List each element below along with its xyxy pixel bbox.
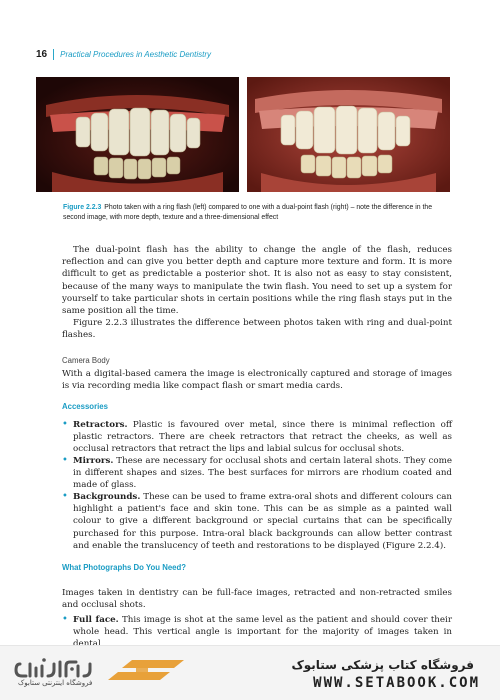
dual-point-flash-teeth-photo [247,77,450,192]
text-retractors: Plastic is favoured over metal, since there is minimal reflection off plastic retractors. There are cheek retractors that retract the cheeks, as well as occlusal retractors that retract the lips and labial sulcus for occlusal shots. [73,420,452,455]
term-backgrounds: Backgrounds. [73,492,141,502]
list-item-backgrounds [62,491,452,552]
ring-flash-teeth-photo [36,77,239,192]
list-item-full-face [62,614,452,640]
setabook-logo-icon[interactable] [14,656,190,696]
heading-accessories: Accessories [62,402,108,411]
term-full-face: Full face. [73,615,119,625]
running-header [36,47,211,61]
figure-caption [63,203,443,222]
paragraph-figure-reference: Figure 2.2.3 illustrates the difference between photos taken with ring and dual-point flashes. [62,318,452,341]
paragraph-camera-body: With a digital-based camera the image is electronically captured and storage of images is via recording media like compact flash or smart media cards. [62,369,452,392]
term-retractors: Retractors. [73,420,128,430]
page-number: 16 [36,48,48,60]
figure-label: Figure 2.2.3 [63,204,102,211]
store-banner[interactable] [0,645,500,700]
figure-caption-text: Photo taken with a ring flash (left) compared to one with a dual-point flash (right) – note the difference in the second image, with more depth, texture and a three-dimensional effect [63,204,433,221]
bullet-icon: • [62,419,68,430]
list-item-retractors [62,419,452,456]
heading-camera-body: Camera Body [62,356,110,365]
heading-what-photographs: What Photographs Do You Need? [62,563,187,572]
logo-caption: فروشگاه اینترنتی ستابوک [18,679,93,687]
paragraph-image-types: Images taken in dentistry can be full-face images, retracted and non-retracted smiles and occlusal shots. [62,588,452,611]
bullet-icon: • [62,614,68,625]
bullet-icon: • [62,491,68,502]
paragraph-dual-point-flash: The dual-point flash has the ability to change the angle of the flash, reduces reflection and can give you better depth and capture more texture and form. It is more difficult to get as predictable a posterior shot. It is also not as easy to stay consistent, because of the many ways to manipulate the twin flash. You need to set up a system for yourself to take particular shots in certain positions while the ring flash stays put in the same position all the time. [62,245,452,317]
bullet-icon: • [62,455,68,466]
header-divider [53,49,54,60]
list-item-mirrors [62,455,452,492]
text-mirrors: These are necessary for occlusal shots and certain lateral shots. They come in different shapes and sizes. The best surfaces for mirrors are rhodium coated and made of glass. [73,456,452,491]
text-full-face: This image is shot at the same level as the patient and should cover their whole head. This vertical angle is important for the majority of images taken in [73,615,452,638]
term-mirrors: Mirrors. [73,456,114,466]
text-backgrounds: These can be used to frame extra-oral shots and different colours can highlight a patient's face and skin tone. This can be as simple as a painted wall colour to give a different background or special curtains that can be specifically purchased for this purpose. Intra-oral black backgrounds can allow better contrast and enable the translucency of teeth and restorations to be displayed (Figure 2.2.4). [73,492,452,551]
running-title: Practical Procedures in Aesthetic Dentistry [60,49,211,59]
store-url-link[interactable]: WWW.SETABOOK.COM [313,675,480,691]
store-title: فروشگاه کتاب پزشکی ستابوک [291,658,474,672]
